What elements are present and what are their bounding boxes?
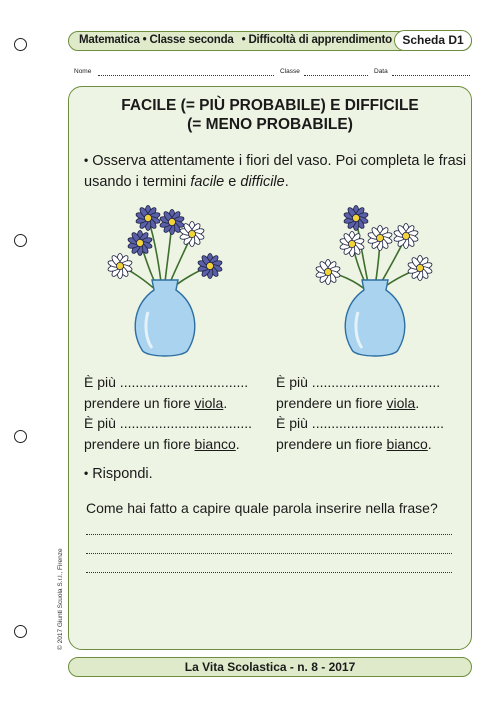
- sentence: [276, 434, 476, 455]
- white-flower-icon: [393, 224, 419, 249]
- header-subject: Matematica: [79, 34, 140, 46]
- sentence-text: prendere un fiore: [84, 435, 195, 452]
- purple-flower-icon: [343, 206, 369, 231]
- word-bianco: bianco: [194, 435, 236, 452]
- bullet-icon: •: [84, 153, 89, 167]
- word-viola: viola: [194, 394, 224, 411]
- class-field[interactable]: [304, 68, 368, 76]
- keyword-facile: facile: [190, 174, 225, 190]
- student-fields: [74, 68, 470, 78]
- sentence: [84, 393, 284, 414]
- binder-hole-1: [14, 38, 27, 51]
- header-separator: •: [241, 34, 246, 46]
- instruction: [84, 150, 470, 193]
- vase-with-purple-flowers-icon: [100, 200, 230, 365]
- date-label: Data: [374, 68, 388, 75]
- word-bianco: bianco: [386, 435, 428, 452]
- header-text: [79, 34, 400, 46]
- keyword-difficile: difficile: [240, 174, 285, 190]
- exercise-left-column: [84, 372, 284, 454]
- binder-hole-3: [14, 430, 27, 443]
- sentence-text: prendere un fiore: [276, 435, 387, 452]
- sentence: [84, 434, 284, 455]
- instruction-text: .: [284, 174, 289, 190]
- white-flower-icon: [315, 260, 341, 285]
- question-label: Rispondi.: [92, 466, 153, 482]
- binder-hole-2: [14, 234, 27, 247]
- sentence-text: prendere un fiore: [84, 394, 195, 411]
- white-flower-icon: [339, 232, 365, 257]
- header-separator: •: [142, 34, 147, 46]
- sentence-text: prendere un fiore: [276, 394, 387, 411]
- blank-line[interactable]: È più ..................................: [276, 415, 445, 431]
- footer-bar: La Vita Scolastica - n. 8 - 2017: [68, 657, 472, 677]
- title-line-2: (= MENO PROBABILE): [187, 116, 353, 133]
- purple-flower-icon: [127, 231, 153, 256]
- blank-line[interactable]: È più .................................: [84, 374, 249, 390]
- white-flower-icon: [407, 256, 433, 281]
- answer-line-2[interactable]: [86, 553, 452, 554]
- copyright-credit: © 2017 Giunti Scuola S.r.l., Firenze: [57, 548, 64, 650]
- name-field[interactable]: [98, 68, 274, 76]
- answer-line-3[interactable]: [86, 572, 452, 573]
- word-viola: viola: [386, 394, 416, 411]
- blank-line[interactable]: È più .................................: [276, 374, 441, 390]
- blank-line[interactable]: È più ..................................: [84, 415, 253, 431]
- white-flower-icon: [107, 254, 133, 279]
- question-heading: [84, 466, 153, 482]
- question-text: Come hai fatto a capire quale parola inserire nella frase?: [86, 500, 438, 516]
- instruction-text: e: [224, 174, 241, 190]
- white-flower-icon: [367, 226, 393, 251]
- answer-line-1[interactable]: [86, 534, 452, 535]
- sheet-badge: Scheda D1: [394, 30, 472, 51]
- bullet-icon: •: [84, 466, 89, 480]
- purple-flower-icon: [135, 206, 161, 231]
- instruction-text: Osserva attentamente i fiori del vaso. Poi completa le frasi usando i termini: [84, 153, 467, 190]
- binder-hole-4: [14, 625, 27, 638]
- header-grade: Classe seconda: [149, 34, 234, 46]
- sentence-text: .: [235, 435, 240, 452]
- exercise-right-column: [276, 372, 476, 454]
- vase-with-white-flowers-icon: [310, 200, 440, 365]
- sentence-text: .: [427, 435, 432, 452]
- title-line-1: FACILE (= PIÙ PROBABILE) E DIFFICILE: [121, 97, 419, 114]
- date-field[interactable]: [392, 68, 470, 76]
- name-label: Nome: [74, 68, 92, 75]
- sentence-text: .: [415, 394, 420, 411]
- header-topic: Difficoltà di apprendimento: [248, 34, 392, 46]
- sentence: [276, 393, 476, 414]
- purple-flower-icon: [197, 254, 223, 279]
- sentence-text: .: [223, 394, 228, 411]
- header-bar: [68, 31, 472, 51]
- class-label: Classe: [280, 68, 300, 75]
- page-title: [68, 96, 472, 134]
